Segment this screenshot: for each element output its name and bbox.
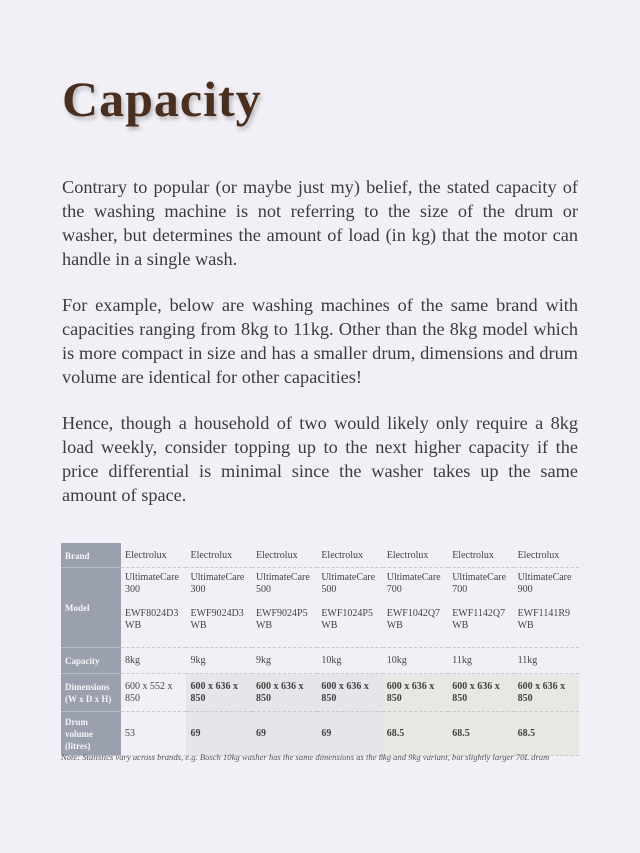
- drum-volume-row: [61, 712, 579, 756]
- series-name: UltimateCare 500: [321, 572, 376, 595]
- model-cell: [317, 568, 382, 648]
- drum-volume-cell: 68.5: [383, 712, 448, 756]
- brand-cell: Electrolux: [121, 543, 186, 568]
- brand-cell: Electrolux: [514, 543, 579, 568]
- brand-row-label: Brand: [61, 543, 121, 568]
- brand-cell: Electrolux: [252, 543, 317, 568]
- page-title: Capacity: [62, 71, 262, 127]
- capacity-cell: 11kg: [514, 648, 579, 674]
- dimensions-cell: 600 x 636 x 850: [383, 674, 448, 712]
- model-row-label: Model: [61, 568, 121, 648]
- dimensions-cell: 600 x 636 x 850: [514, 674, 579, 712]
- dimensions-cell: 600 x 636 x 850: [252, 674, 317, 712]
- series-name: UltimateCare 300: [190, 572, 245, 595]
- model-cell: [186, 568, 251, 648]
- comparison-table: [61, 543, 579, 756]
- model-number: EWF1142Q7 WB: [452, 608, 506, 631]
- model-cell: [121, 568, 186, 648]
- capacity-cell: 11kg: [448, 648, 513, 674]
- model-cell: [448, 568, 513, 648]
- capacity-row: [61, 648, 579, 674]
- example-paragraph: For example, below are washing machines of the same brand with capacities ranging from 8kg to 11kg. Other than the 8kg model which is more compact in size and has a smaller drum, dimensions and drum volume are identical for other capacities!: [62, 295, 578, 387]
- series-name: UltimateCare 700: [386, 572, 441, 595]
- brand-cell: Electrolux: [383, 543, 448, 568]
- drum-volume-cell: 69: [186, 712, 251, 756]
- model-number: EWF9024P5 WB: [255, 608, 308, 631]
- model-cell: [514, 568, 579, 648]
- model-number: EWF1141R9 WB: [517, 608, 570, 631]
- capacity-cell: 10kg: [383, 648, 448, 674]
- advice-paragraph: Hence, though a household of two would likely only require a 8kg load weekly, consider topping up to the next higher capacity if the price differential is minimal since the washer takes up the same amount of space.: [62, 413, 578, 505]
- capacity-cell: 9kg: [252, 648, 317, 674]
- drum-volume-cell: 69: [252, 712, 317, 756]
- dimensions-row-label: Dimensions (W x D x H): [61, 674, 121, 712]
- dimensions-row: [61, 674, 579, 712]
- dimensions-cell: 600 x 636 x 850: [317, 674, 382, 712]
- capacity-cell: 8kg: [121, 648, 186, 674]
- brand-cell: Electrolux: [186, 543, 251, 568]
- model-cell: [383, 568, 448, 648]
- capacity-row-label: Capacity: [61, 648, 121, 674]
- dimensions-cell: 600 x 636 x 850: [448, 674, 513, 712]
- brand-cell: Electrolux: [448, 543, 513, 568]
- series-name: UltimateCare 900: [517, 572, 572, 595]
- drum-volume-cell: 68.5: [514, 712, 579, 756]
- series-name: UltimateCare 300: [125, 572, 179, 595]
- model-number: EWF8024D3 WB: [125, 608, 179, 631]
- drum-volume-row-label: Drum volume (litres): [61, 712, 121, 756]
- model-number: EWF1042Q7 WB: [386, 608, 441, 631]
- series-name: UltimateCare 700: [452, 572, 507, 595]
- brand-cell: Electrolux: [317, 543, 382, 568]
- model-number: EWF9024D3 WB: [190, 608, 244, 631]
- table-footnote: Note: Statistics vary across brands, e.g. Bosch 10kg washer has the same dimensions as the 8kg and 9kg variant, but slightly larger 70L drum: [61, 752, 550, 762]
- dimensions-cell: 600 x 552 x 850: [121, 674, 186, 712]
- dimensions-cell: 600 x 636 x 850: [186, 674, 251, 712]
- model-row: [61, 568, 579, 648]
- capacity-cell: 10kg: [317, 648, 382, 674]
- intro-paragraph: Contrary to popular (or maybe just my) belief, the stated capacity of the washing machine is not referring to the size of the drum or washer, but determines the amount of load (in kg) that the motor can handle in a single wash.: [62, 177, 578, 269]
- capacity-cell: 9kg: [186, 648, 251, 674]
- series-name: UltimateCare 500: [255, 572, 310, 595]
- model-cell: [252, 568, 317, 648]
- drum-volume-cell: 53: [121, 712, 186, 756]
- model-number: EWF1024P5 WB: [321, 608, 373, 631]
- drum-volume-cell: 68.5: [448, 712, 513, 756]
- drum-volume-cell: 69: [317, 712, 382, 756]
- brand-row: [61, 543, 579, 568]
